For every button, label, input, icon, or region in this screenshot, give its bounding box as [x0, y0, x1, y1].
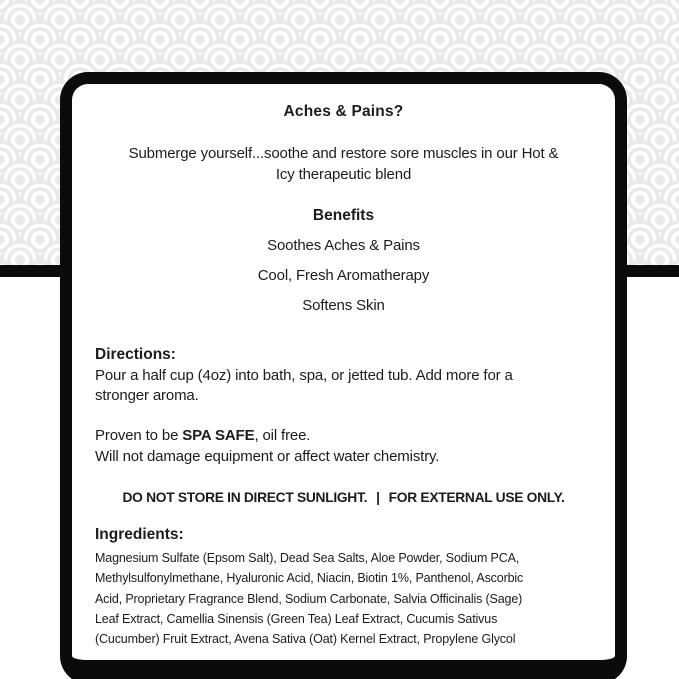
benefit-item-3: Softens Skin	[302, 297, 385, 314]
benefit-item-2: Cool, Fresh Aromatherapy	[257, 267, 430, 284]
spa-safe-line	[95, 427, 310, 444]
label-card	[60, 72, 627, 679]
warning-separator: |	[376, 490, 380, 505]
warning-left: DO NOT STORE IN DIRECT SUNLIGHT.	[122, 490, 368, 505]
headline: Aches & Pains?	[283, 103, 404, 120]
ingredients-list	[95, 548, 523, 649]
ingredients-line-3: Acid, Proprietary Fragrance Blend, Sodium Carbonate, Salvia Officinalis (Sage)	[95, 591, 523, 606]
ingredients-label: Ingredients:	[95, 526, 184, 543]
intro-line-1: Submerge yourself...soothe and restore sore muscles in our Hot &	[128, 145, 559, 162]
spa-safe-emphasis: SPA SAFE	[182, 427, 255, 444]
ingredients-line-1: Magnesium Sulfate (Epsom Salt), Dead Sea Salts, Aloe Powder, Sodium PCA,	[95, 551, 520, 565]
directions-label: Directions:	[95, 346, 176, 363]
warning-line	[72, 490, 615, 505]
spa-safe-suffix: , oil free.	[254, 427, 311, 444]
spa-safe-line-2: Will not damage equipment or affect water chemistry.	[95, 448, 440, 465]
ingredients-line-5: (Cucumber) Fruit Extract, Avena Sativa (Oat) Kernel Extract, Propylene Glycol	[95, 632, 516, 647]
ingredients-line-4: Leaf Extract, Camellia Sinensis (Green Tea) Leaf Extract, Cucumis Sativus	[95, 611, 498, 626]
benefit-item-1: Soothes Aches & Pains	[267, 237, 420, 254]
intro-line-2: Icy therapeutic blend	[275, 166, 412, 183]
directions-line-2: stronger aroma.	[95, 387, 199, 404]
spa-safe-prefix: Proven to be	[95, 427, 183, 444]
ingredients-line-2: Methylsulfonylmethane, Hyaluronic Acid, Niacin, Biotin 1%, Panthenol, Ascorbic	[95, 571, 524, 586]
warning-right: FOR EXTERNAL USE ONLY.	[388, 490, 565, 505]
benefits-title: Benefits	[312, 207, 375, 224]
directions-line-1: Pour a half cup (4oz) into bath, spa, or jetted tub. Add more for a	[95, 367, 513, 384]
